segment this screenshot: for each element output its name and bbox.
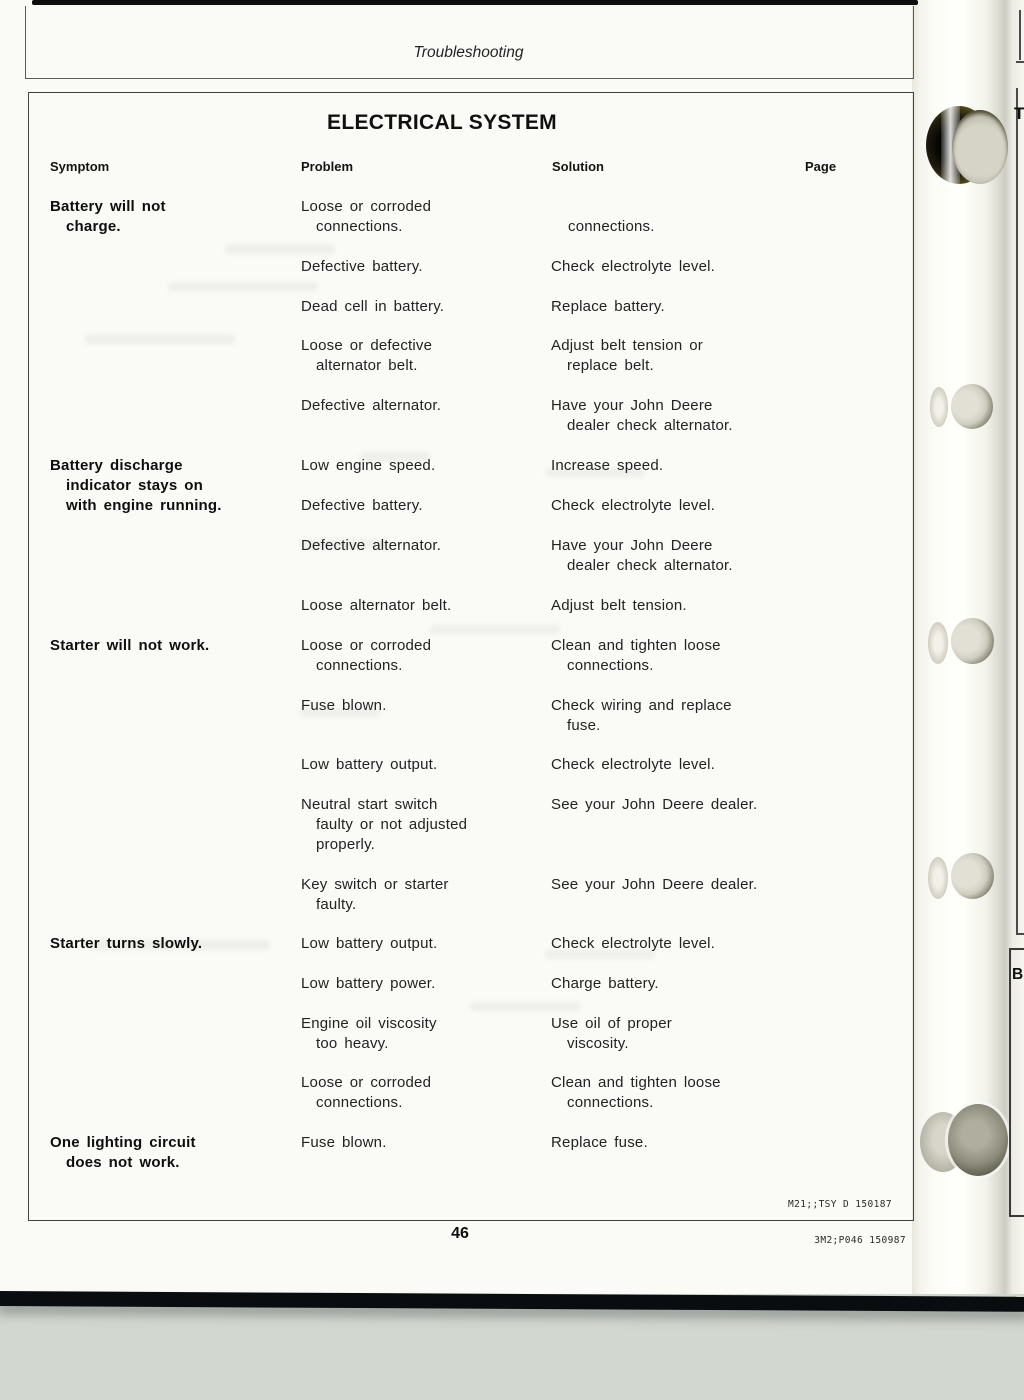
symptom-line: does not work. [66,1154,180,1171]
problem-line: Fuse blown. [301,1134,387,1151]
next-page-top-letter: T [1014,104,1024,123]
symptom-line: Battery discharge [50,457,183,474]
next-page-box [1009,948,1024,1217]
problem-line: too heavy. [316,1035,389,1052]
table-title: ELECTRICAL SYSTEM [327,111,557,134]
problem-line: properly. [316,836,376,853]
print-code: 3M2;P046 150987 [814,1235,906,1246]
solution-line: fuse. [567,717,601,734]
problem-line: Engine oil viscosity [301,1015,437,1032]
symptom-line: charge. [66,218,121,235]
solution-line: Check electrolyte level. [551,497,716,514]
next-page-border [1016,88,1018,934]
problem-line: Loose or corroded [301,198,432,215]
problem-line: connections. [316,1094,403,1111]
solution-line: Check electrolyte level. [551,756,716,773]
problem-line: Loose or defective [301,337,433,354]
problem-line: Defective battery. [301,497,423,514]
problem-line: Defective alternator. [301,537,442,554]
solution-line: dealer check alternator. [567,417,733,434]
symptom-line: with engine running. [66,497,222,514]
next-page-bottom-letter: B [1012,966,1024,983]
binder-hole [951,618,994,664]
symptom-line: indicator stays on [66,477,203,494]
solution-line: Clean and tighten loose [551,1074,721,1091]
binder-hole [951,853,994,899]
binder-hole [928,622,948,664]
problem-line: Defective alternator. [301,397,442,414]
solution-line: Charge battery. [551,975,659,992]
column-header-solution: Solution [552,159,604,174]
next-page-border [1019,10,1021,60]
symptom-line: One lighting circuit [50,1134,196,1151]
solution-line: viscosity. [567,1035,629,1052]
binder-hole [948,1104,1008,1176]
problem-line: Key switch or starter [301,876,449,893]
solution-line: Check electrolyte level. [551,935,716,952]
solution-line: Increase speed. [551,457,664,474]
problem-line: Low battery output. [301,935,438,952]
problem-line: Low engine speed. [301,457,436,474]
problem-line: Dead cell in battery. [301,298,445,315]
solution-line: Have your John Deere [551,397,713,414]
problem-line: Low battery power. [301,975,436,992]
column-header-symptom: Symptom [50,159,110,174]
table-box [28,92,914,1221]
problem-line: Loose or corroded [301,637,432,654]
problem-line: Low battery output. [301,756,438,773]
page-header-title: Troubleshooting [413,44,524,61]
binder-hole [952,110,1008,184]
binder-hole [951,384,993,429]
solution-line: Have your John Deere [551,537,713,554]
symptom-line: Starter turns slowly. [50,935,203,952]
scan-top-edge-shadow [32,0,918,5]
next-page-border [1016,61,1024,63]
problem-line: Neutral start switch [301,796,438,813]
problem-line: alternator belt. [316,357,418,374]
page-number: 46 [451,1225,469,1242]
problem-line: Fuse blown. [301,697,387,714]
solution-line: Check wiring and replace [551,697,732,714]
solution-line: See your John Deere dealer. [551,796,758,813]
problem-line: Defective battery. [301,258,423,275]
scan-bottom-edge-band [0,1291,1024,1312]
solution-line: Use oil of proper [551,1015,672,1032]
solution-line: Clean and tighten loose [551,637,721,654]
solution-line: connections. [567,1094,654,1111]
problem-line: Loose alternator belt. [301,597,452,614]
solution-line: Check electrolyte level. [551,258,716,275]
header-box [25,6,914,79]
solution-line: connections. [568,218,655,235]
solution-line: Replace fuse. [551,1134,648,1151]
problem-line: connections. [316,657,403,674]
column-header-problem: Problem [301,159,354,174]
problem-line: Loose or corroded [301,1074,432,1091]
symptom-line: Battery will not [50,198,166,215]
column-header-page: Page [805,159,837,174]
next-page-border [1016,933,1024,935]
solution-line: dealer check alternator. [567,557,733,574]
solution-line: replace belt. [567,357,654,374]
problem-line: faulty. [316,896,357,913]
problem-line: faulty or not adjusted [316,816,468,833]
solution-line: See your John Deere dealer. [551,876,758,893]
solution-line: Adjust belt tension. [551,597,687,614]
solution-line: Adjust belt tension or [551,337,703,354]
binder-hole [930,387,948,427]
problem-line: connections. [316,218,403,235]
solution-line: connections. [567,657,654,674]
solution-line: Replace battery. [551,298,665,315]
binder-hole [928,857,948,899]
symptom-line: Starter will not work. [50,637,210,654]
doc-code: M21;;TSY D 150187 [787,1199,892,1210]
